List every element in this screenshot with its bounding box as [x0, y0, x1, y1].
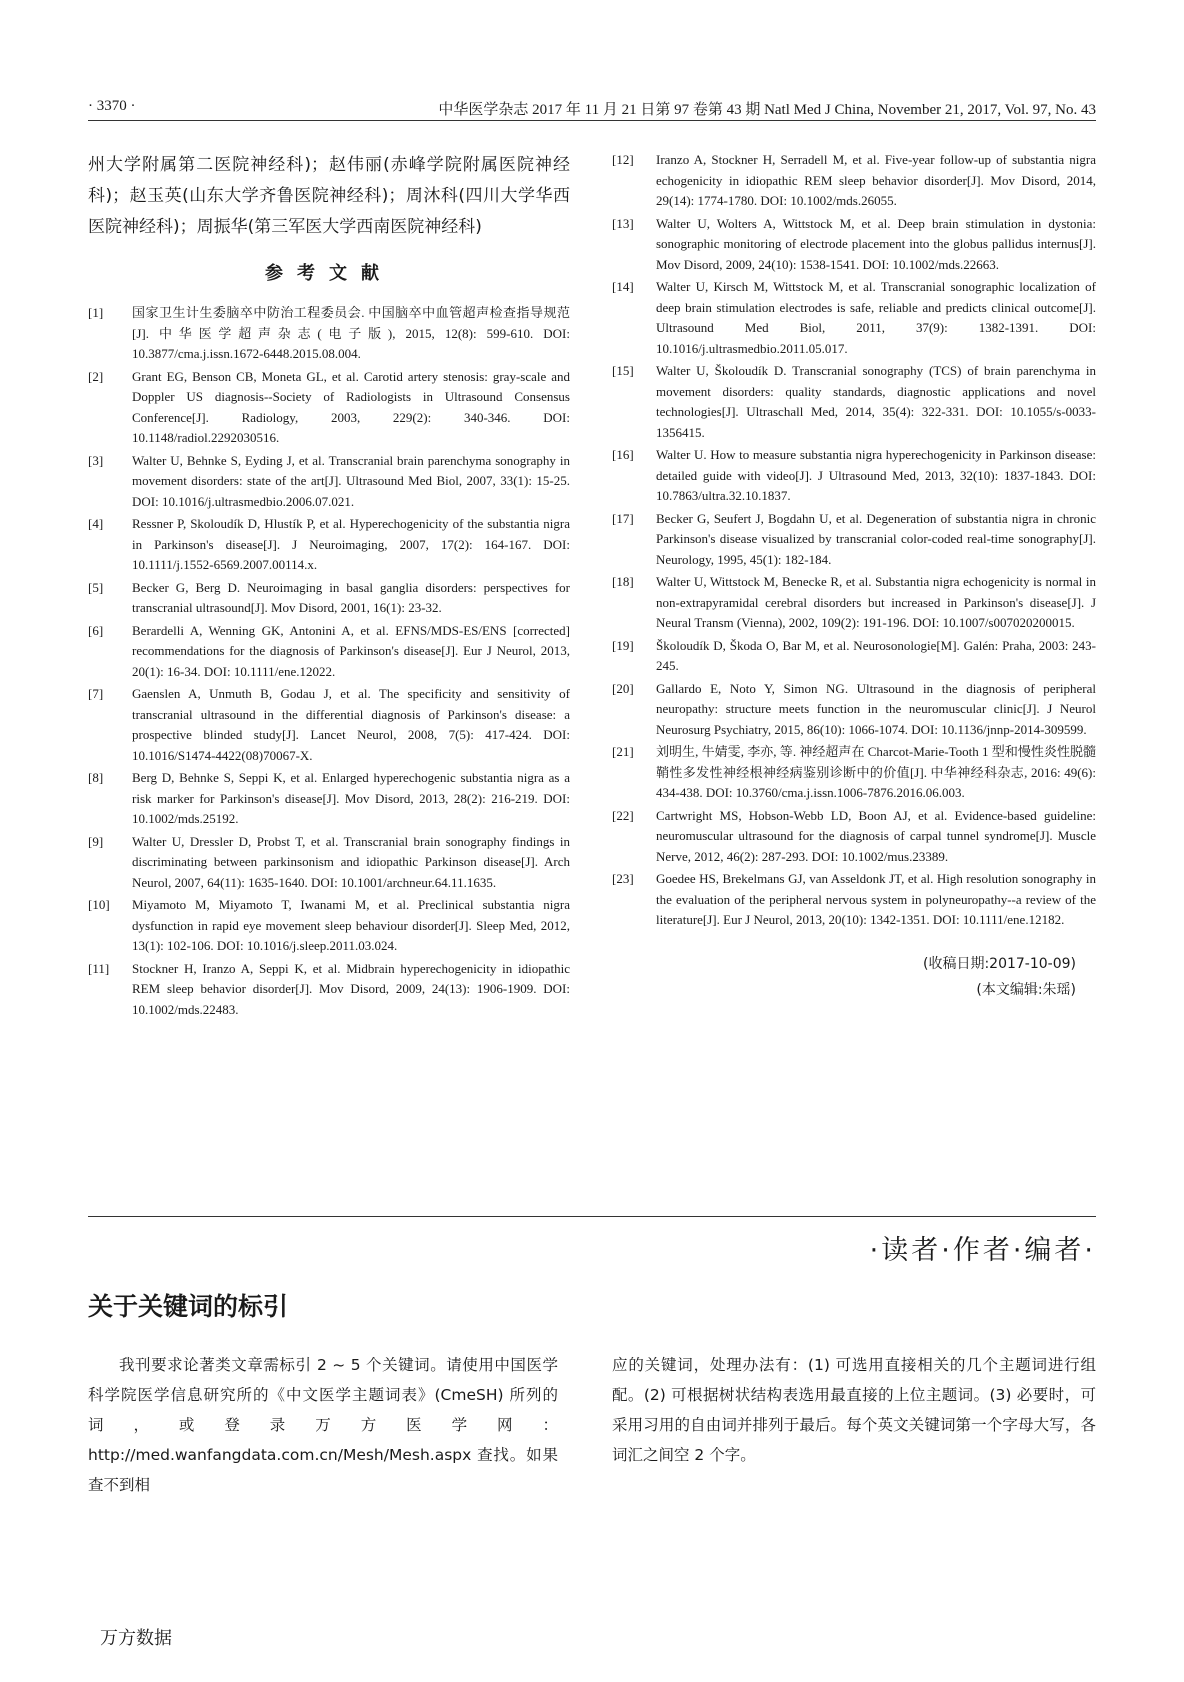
article-dates: [612, 951, 1096, 1003]
reference-text: Berg D, Behnke S, Seppi K, et al. Enlarged hyperechogenic substantia nigra as a risk marker for Parkinson's disease[J]. Mov Disord, 2013, 28(2): 216-219. DOI: 10.1002/mds.25192.: [132, 770, 570, 826]
reference-item: [88, 367, 570, 449]
reference-text: Ressner P, Skoloudík D, Hlustík P, et al. Hyperechogenicity of the substantia nigra in Parkinson's disease[J]. J Neuroimaging, 2007, 17(2): 164-167. DOI: 10.1111/j.1552-6569.2007.00114.x.: [132, 516, 570, 572]
notice-text-right: 应的关键词，处理办法有：(1) 可选用直接相关的几个主题词进行组配。(2) 可根据树状结构表选用最直接的上位主题词。(3) 必要时，可采用习用的自由词并排列于最后。每个英文关键词第一个字母大写，各词汇之间空 2 个字。: [612, 1356, 1096, 1464]
reference-number: [14]: [612, 279, 634, 294]
section-divider: [88, 1216, 1096, 1217]
references-list-left: [88, 303, 570, 1020]
reference-item: [612, 509, 1096, 571]
reference-number: [9]: [88, 833, 104, 849]
reference-number: [21]: [612, 744, 634, 759]
reference-number: [10]: [88, 897, 110, 912]
page-number: · 3370 ·: [88, 98, 136, 114]
reference-item: [612, 572, 1096, 634]
author-affiliations-continuation: 州大学附属第二医院神经科)；赵伟丽(赤峰学院附属医院神经科)；赵玉英(山东大学齐鲁医院神经科)；周沐科(四川大学华西医院神经科)；周振华(第三军医大学西南医院神经科): [88, 155, 570, 237]
reference-text: Stockner H, Iranzo A, Seppi K, et al. Midbrain hyperechogenicity in idiopathic REM sleep behavior disorder[J]. Mov Disord, 2009, 24(13): 1906-1909. DOI: 10.1002/mds.22483.: [132, 960, 570, 1017]
reference-text: Gaenslen A, Unmuth B, Godau J, et al. The specificity and sensitivity of transcranial ultrasound in the differential diagnosis of Parkinson's disease: a prospective blinded study[J]. Lancet Neurol, 2008, 7(5): 417-424. DOI: 10.1016/S1474-4422(08)70067-X.: [132, 686, 570, 763]
section-banner: ·读者·作者·编者·: [869, 1235, 1096, 1266]
reference-item: [88, 895, 570, 957]
reference-item: [612, 361, 1096, 443]
reference-item: [612, 150, 1096, 212]
reference-text: Walter U, Behnke S, Eyding J, et al. Transcranial brain parenchyma sonography in movement disorders: state of the art[J]. Ultrasound Med Biol, 2007, 33(1): 15-25. DOI: 10.1016/j.ultrasmedbio.2006.07.021.: [132, 452, 570, 509]
reference-number: [2]: [88, 368, 104, 384]
header-rule: [88, 120, 1096, 121]
reference-text: Becker G, Seufert J, Bogdahn U, et al. Degeneration of substantia nigra in chronic Parkinson's disease visualized by transcranial color-coded real-time sonography[J]. Neurology, 1995, 45(1): 182-184.: [656, 510, 1096, 567]
reference-number: [15]: [612, 363, 634, 378]
page-header: [88, 98, 1096, 122]
reference-text: Walter U, Dressler D, Probst T, et al. Transcranial brain sonography findings in discriminating between parkinsonism and idiopathic Parkinson disease[J]. Arch Neurol, 2007, 64(11): 1635-1640. DOI: 10.1001/archneur.64.11.1635.: [132, 833, 570, 890]
reference-number: [18]: [612, 574, 634, 589]
notice-text-left: 我刊要求论著类文章需标引 2 ~ 5 个关键词。请使用中国医学科学院医学信息研究所的《中文医学主题词表》(CmeSH) 所列的词，或登录万方医学网：http://med.wanfangdata.com.cn/Mesh/Mesh.aspx 查找。如果查不到相: [88, 1356, 558, 1494]
reference-text: Walter U, Školoudík D. Transcranial sonography (TCS) of brain parenchyma in movement disorders: quality standards, diagnostic applications and novel technologies[J]. Ultraschall Med, 2014, 35(4): 322-331. DOI: 10.1055/s-0033-1356415.: [656, 363, 1096, 440]
reference-text: 国家卫生计生委脑卒中防治工程委员会. 中国脑卒中血管超声检查指导规范[J]. 中华医学超声杂志(电子版), 2015, 12(8): 599-610. DOI: 10.3877/cma.j.issn.1672-6448.2015.08.004.: [132, 305, 570, 361]
reference-text: Berardelli A, Wenning GK, Antonini A, et al. EFNS/MDS-ES/ENS [corrected] recommendations for the diagnosis of Parkinson's disease[J]. Eur J Neurol, 2013, 20(1): 16-34. DOI: 10.1111/ene.12022.: [132, 622, 570, 679]
reference-text: Walter U, Wittstock M, Benecke R, et al. Substantia nigra echogenicity is normal in non-extrapyramidal cerebral disorders but increased in Parkinson's disease[J]. J Neural Transm (Vienna), 2002, 109(2): 191-196. DOI: 10.1007/s007020200015.: [656, 574, 1096, 630]
reference-number: [6]: [88, 622, 104, 638]
reference-number: [4]: [88, 516, 104, 531]
reference-number: [13]: [612, 215, 634, 231]
reference-text: Cartwright MS, Hobson-Webb LD, Boon AJ, et al. Evidence-based guideline: neuromuscular ultrasound for the diagnosis of carpal tunnel syndrome[J]. Muscle Nerve, 2012, 46(2): 287-293. DOI: 10.1002/mus.23389.: [656, 807, 1096, 864]
reference-text: Školoudík D, Škoda O, Bar M, et al. Neurosonologie[M]. Galén: Praha, 2003: 243-245.: [656, 637, 1096, 673]
journal-citation: 中华医学杂志 2017 年 11 月 21 日第 97 卷第 43 期 Natl Med J China, November 21, 2017, Vol. 97, No. 43: [438, 102, 1096, 118]
reference-item: [612, 742, 1096, 804]
reference-item: [612, 679, 1096, 741]
reference-number: [1]: [88, 305, 104, 320]
reference-number: [22]: [612, 807, 634, 823]
reference-number: [12]: [612, 152, 634, 167]
reference-number: [17]: [612, 510, 634, 526]
notice-title: 关于关键词的标引: [88, 1292, 289, 1321]
references-heading: 参考文献: [265, 263, 393, 284]
reference-item: [88, 621, 570, 683]
reference-item: [612, 869, 1096, 931]
reference-item: [88, 832, 570, 894]
notice-column-left: [88, 1350, 558, 1500]
reference-number: [11]: [88, 960, 110, 976]
reference-number: [19]: [612, 637, 634, 653]
reference-text: Goedee HS, Brekelmans GJ, van Asseldonk JT, et al. High resolution sonography in the evaluation of the peripheral nervous system in polyneuropathy--a review of the literature[J]. Eur J Neurol, 2013, 20(10): 1342-1351. DOI: 10.1111/ene.12182.: [656, 871, 1096, 927]
reference-number: [8]: [88, 770, 104, 785]
reference-item: [612, 636, 1096, 677]
reference-item: [612, 445, 1096, 507]
reference-text: Iranzo A, Stockner H, Serradell M, et al. Five-year follow-up of substantia nigra echogenicity in idiopathic REM sleep behavior disorder[J]. Mov Disord, 2014, 29(14): 1774-1780. DOI: 10.1002/mds.26055.: [656, 152, 1096, 208]
footer-watermark: 万方数据: [100, 1628, 172, 1649]
reference-text: Grant EG, Benson CB, Moneta GL, et al. Carotid artery stenosis: gray-scale and Doppler US diagnosis--Society of Radiologists in Ultrasound Consensus Conference[J]. Radiology, 2003, 229(2): 340-346. DOI: 10.1148/radiol.2292030516.: [132, 368, 570, 445]
reference-text: Walter U, Wolters A, Wittstock M, et al. Deep brain stimulation in dystonia: sonographic monitoring of electrode placement into the globus pallidus internus[J]. Mov Disord, 2009, 24(10): 1538-1541. DOI: 10.1002/mds.22663.: [656, 215, 1096, 272]
reference-item: [88, 684, 570, 766]
reference-item: [612, 277, 1096, 359]
reference-number: [7]: [88, 686, 104, 701]
reference-item: [88, 578, 570, 619]
reference-number: [23]: [612, 871, 634, 886]
reference-text: Becker G, Berg D. Neuroimaging in basal ganglia disorders: perspectives for transcranial ultrasound[J]. Mov Disord, 2001, 16(1): 23-32.: [132, 579, 570, 615]
reference-text: Walter U. How to measure substantia nigra hyperechogenicity in Parkinson disease: detailed guide with video[J]. J Ultrasound Med, 2013, 32(10): 1837-1843. DOI: 10.7863/ultra.32.10.1837.: [656, 447, 1096, 503]
reference-item: [88, 768, 570, 830]
reference-text: Gallardo E, Noto Y, Simon NG. Ultrasound in the diagnosis of peripheral neuropathy: structure meets function in the neuromuscular clinic[J]. J Neurol Neurosurg Psychiatry, 2015, 86(10): 1066-1074. DOI: 10.1136/jnnp-2014-309599.: [656, 680, 1096, 737]
right-column: [612, 150, 1096, 1003]
references-list-right: [612, 150, 1096, 931]
reference-number: [3]: [88, 452, 104, 468]
left-column: [88, 150, 570, 1022]
reference-item: [88, 959, 570, 1021]
received-date: (收稿日期:2017-10-09): [922, 955, 1076, 972]
editor-credit: (本文编辑:朱瑶): [976, 981, 1076, 998]
reference-number: [5]: [88, 579, 104, 595]
reference-text: 刘明生, 牛婧雯, 李亦, 等. 神经超声在 Charcot-Marie-Tooth 1 型和慢性炎性脱髓鞘性多发性神经根神经病鉴别诊断中的价值[J]. 中华神经科杂志, 2016: 49(6): 434-438. DOI: 10.3760/cma.j.issn.1006-7876.2016.06.003.: [656, 744, 1096, 800]
reference-item: [88, 451, 570, 513]
reference-text: Walter U, Kirsch M, Wittstock M, et al. Transcranial sonographic localization of deep brain stimulation electrodes is safe, reliable and predicts clinical outcome[J]. Ultrasound Med Biol, 2011, 37(9): 1382-1391. DOI: 10.1016/j.ultrasmedbio.2011.05.017.: [656, 279, 1096, 356]
reference-number: [20]: [612, 680, 634, 696]
reference-number: [16]: [612, 447, 634, 462]
notice-column-right: [612, 1350, 1096, 1470]
reference-item: [612, 806, 1096, 868]
reference-text: Miyamoto M, Miyamoto T, Iwanami M, et al. Preclinical substantia nigra dysfunction in rapid eye movement sleep behaviour disorder[J]. Sleep Med, 2012, 13(1): 102-106. DOI: 10.1016/j.sleep.2011.03.024.: [132, 897, 570, 953]
reference-item: [88, 303, 570, 365]
reference-item: [88, 514, 570, 576]
reference-item: [612, 214, 1096, 276]
